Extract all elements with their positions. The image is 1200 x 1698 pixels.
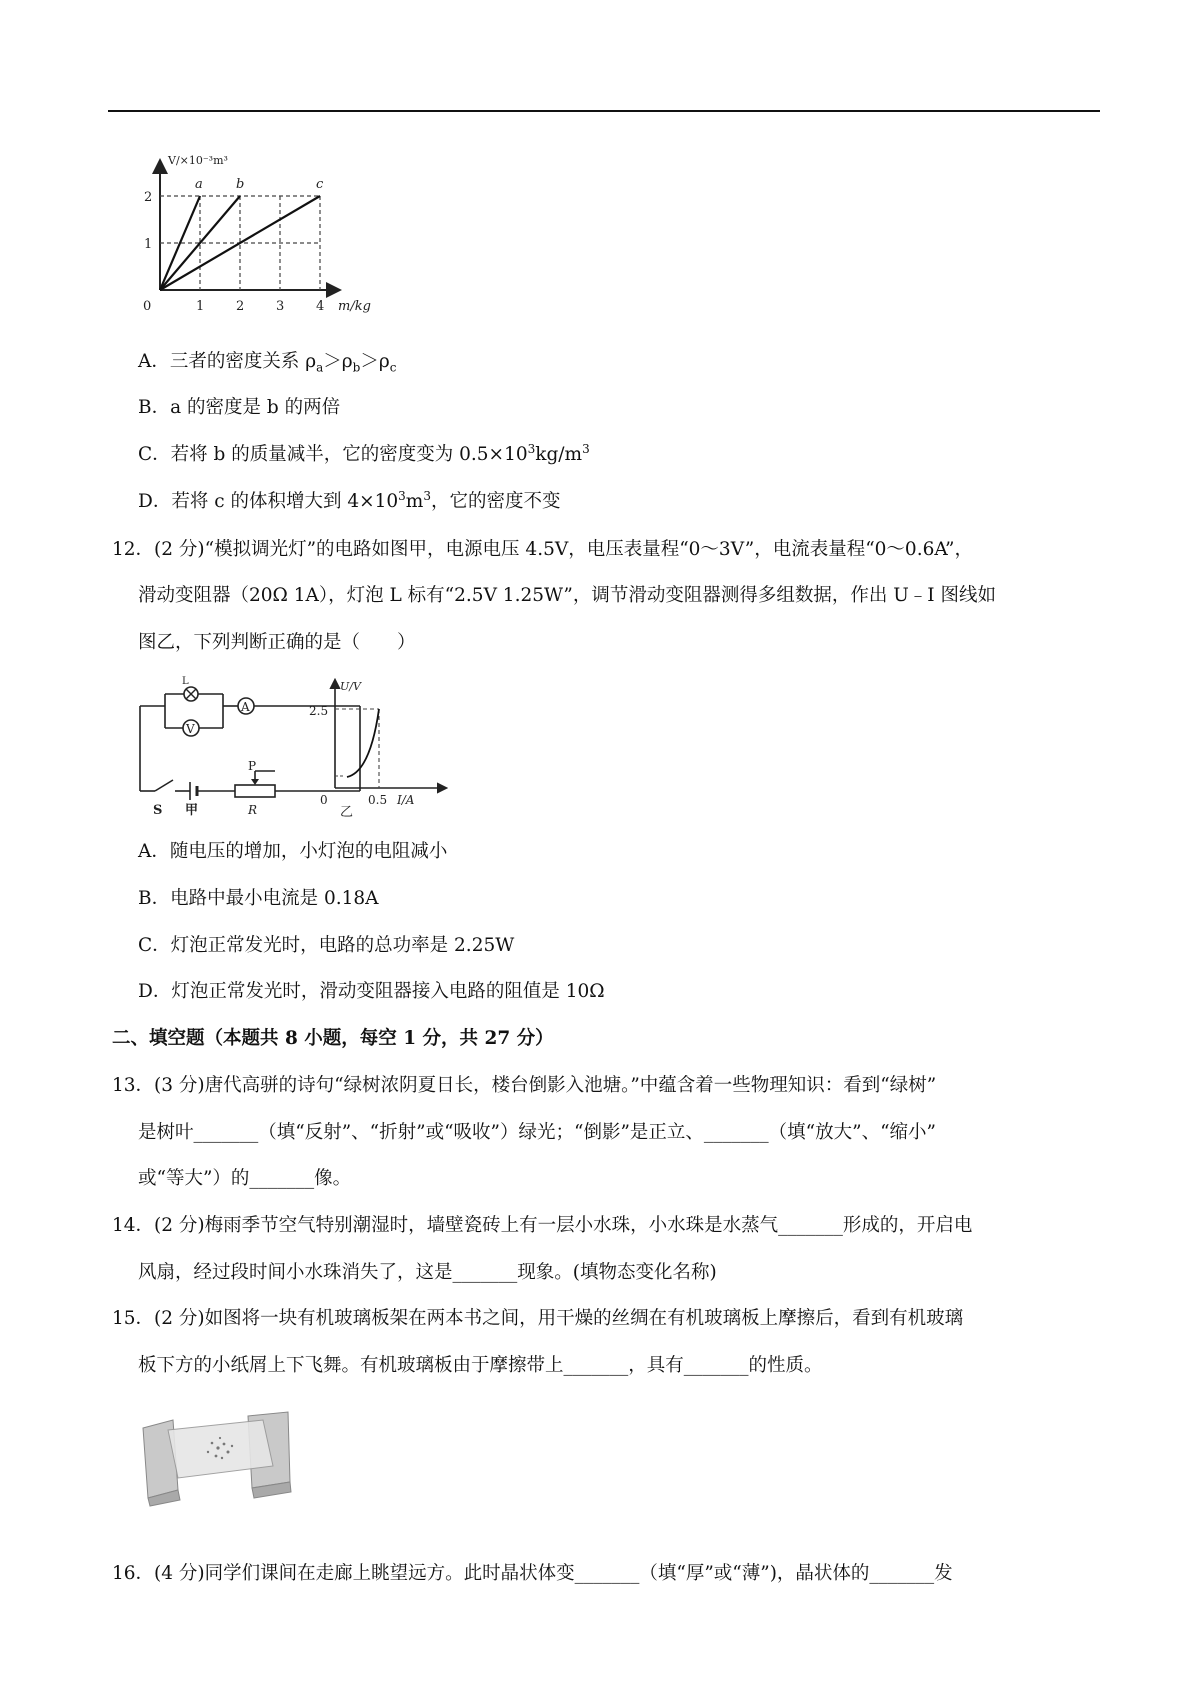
q12-option-a: A．随电压的增加，小灯泡的电阻减小 xyxy=(138,841,448,862)
q13-line3: 或“等大”）的_______像。 xyxy=(138,1168,352,1189)
x-tick-2: 2 xyxy=(236,299,245,314)
lamp-label: L xyxy=(182,676,189,687)
q11-option-b: B．a 的密度是 b 的两倍 xyxy=(138,397,341,418)
label-a: a xyxy=(195,177,203,192)
section-heading: 二、填空题（本题共 8 小题，每空 1 分，共 27 分） xyxy=(112,1028,554,1049)
q11-option-c: C．若将 b 的质量减半，它的密度变为 $0.5\times 10^3kg/m^3$ xyxy=(138,441,590,465)
q11-option-a: A．三者的密度关系 $\rho_a>\rho_b>\rho_c$ xyxy=(138,351,397,375)
x-tick-1: 1 xyxy=(196,299,205,314)
q12-option-d: D．灯泡正常发光时，滑动变阻器接入电路的阻值是 10Ω xyxy=(138,981,605,1002)
q12-option-b: B．电路中最小电流是 0.18A xyxy=(138,888,379,909)
resistor-label: R xyxy=(248,803,258,817)
ui-y-label: U/V xyxy=(340,680,361,693)
glass-plate-figure xyxy=(138,1408,298,1508)
circuit-figure xyxy=(135,676,475,821)
ui-x-tick: 0.5 xyxy=(368,793,388,807)
x-tick-3: 3 xyxy=(276,299,285,314)
q15-line1: 15．(2 分)如图将一块有机玻璃板架在两本书之间，用干燥的丝绸在有机玻璃板上摩擦后，看到有机玻璃 xyxy=(112,1308,964,1329)
origin-label: 0 xyxy=(143,299,152,314)
y-tick-2: 2 xyxy=(144,190,153,205)
x-tick-4: 4 xyxy=(316,299,325,314)
voltmeter-label: V xyxy=(186,722,195,736)
ui-origin: 0 xyxy=(320,793,328,807)
header-rule xyxy=(108,110,1100,112)
slider-label: P xyxy=(248,759,257,773)
q14-line1: 14．(2 分)梅雨季节空气特别潮湿时，墙壁瓷砖上有一层小水珠，小水珠是水蒸气_______形成的，开启电 xyxy=(112,1215,973,1236)
density-graph xyxy=(143,150,390,322)
y-axis-label: V/×10⁻³m³ xyxy=(168,154,228,167)
q13-line2: 是树叶_______（填“反射”、“折射”或“吸收”）绿光；“倒影”是正立、_______（填“放大”、“缩小” xyxy=(138,1122,936,1143)
ui-curve xyxy=(347,709,379,777)
label-b: b xyxy=(236,177,245,192)
label-c: c xyxy=(316,177,324,192)
q13-line1: 13．(3 分)唐代高骈的诗句“绿树浓阴夏日长，楼台倒影入池塘。”中蕴含着一些物理知识：看到“绿树” xyxy=(112,1075,937,1096)
q11-option-d: D．若将 c 的体积增大到 $4\times 10^3m^3$，它的密度不变 xyxy=(138,488,561,512)
line-a xyxy=(160,196,200,290)
switch-label: S xyxy=(153,803,163,818)
ui-graph-yi xyxy=(309,680,445,820)
ammeter-label: A xyxy=(241,700,250,714)
q12-stem-line3: 图乙，下列判断正确的是（ ） xyxy=(138,632,416,653)
ui-x-label: I/A xyxy=(397,793,415,807)
x-axis-label: m/kg xyxy=(338,299,371,314)
q15-line2: 板下方的小纸屑上下飞舞。有机玻璃板由于摩擦带上_______，具有_______的性质。 xyxy=(138,1355,823,1376)
y-tick-1: 1 xyxy=(144,237,153,252)
q12-option-c: C．灯泡正常发光时，电路的总功率是 2.25W xyxy=(138,935,515,956)
q12-stem-line2: 滑动变阻器（20Ω 1A），灯泡 L 标有“2.5V 1.25W”，调节滑动变阻器测得多组数据，作出 U﹣I 图线如 xyxy=(138,585,996,606)
q14-line2: 风扇，经过段时间小水珠消失了，这是_______现象。(填物态变化名称) xyxy=(138,1262,717,1283)
q12-stem-line1: 12．(2 分)“模拟调光灯”的电路如图甲，电源电压 4.5V，电压表量程“0～3V”，电流表量程“0～0.6A”， xyxy=(112,539,973,560)
figure-yi-label: 乙 xyxy=(340,805,354,820)
lamp-icon xyxy=(184,687,198,701)
ui-y-tick: 2.5 xyxy=(309,704,329,718)
figure-jia-label: 甲 xyxy=(185,803,199,818)
q16-line1: 16．(4 分)同学们课间在走廊上眺望远方。此时晶状体变_______（填“厚”或“薄”)，晶状体的_______发 xyxy=(112,1563,953,1584)
